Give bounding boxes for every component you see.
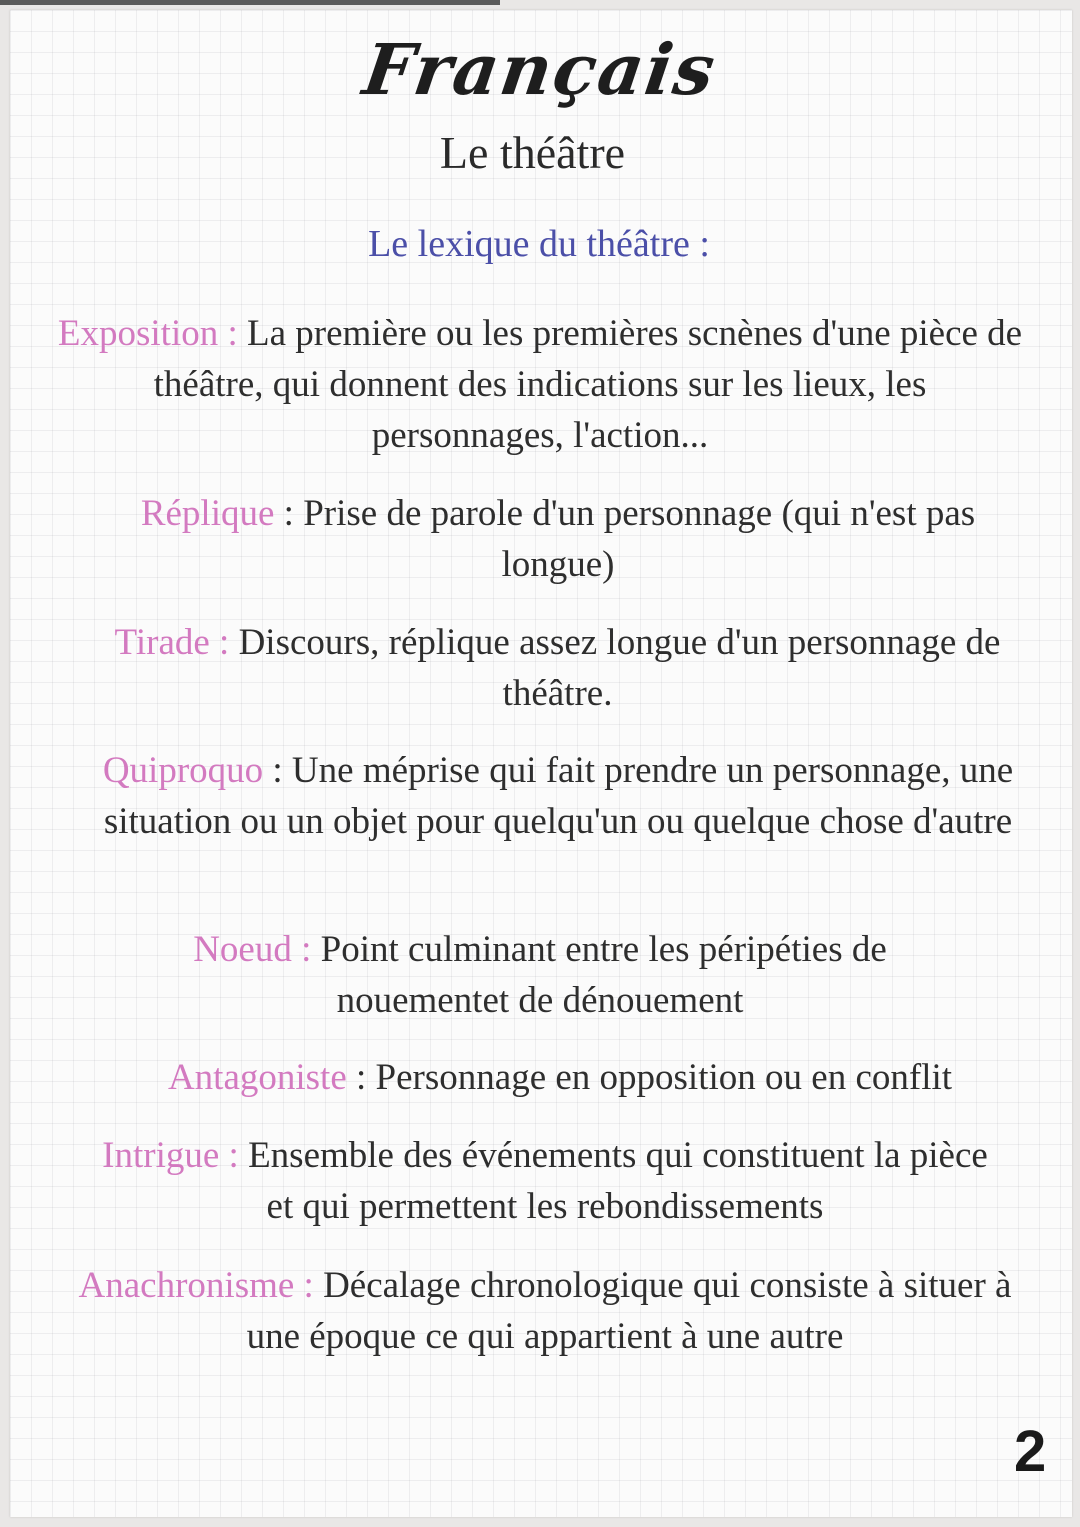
entry-quiproquo: Quiproquo : Une méprise qui fait prendre un personnage, une situation ou un objet pour quelqu'un ou quelque chose d'autre: [102, 750, 1014, 842]
term-label: Réplique: [140, 493, 275, 534]
term-definition: Décalage chronologique qui consiste à situer à une époque ce qui appartient à une autre: [246, 1265, 1012, 1357]
section-heading: Le lexique du théâtre :: [368, 223, 710, 265]
entry-exposition: [55, 308, 1025, 461]
entry-tirade: [85, 617, 1030, 719]
entry-antagoniste: Antagoniste : Personnage en opposition ou en conflit: [167, 1057, 953, 1098]
entry-anachronisme: [75, 1260, 1015, 1362]
term-label: Antagoniste: [167, 1057, 347, 1098]
term-label: Exposition :: [57, 313, 238, 354]
term-label: Noeud :: [193, 929, 312, 970]
term-definition: Discours, réplique assez longue d'un personnage de théâtre.: [238, 622, 1001, 714]
term-definition: Ensemble des événements qui constituent la pièce et qui permettent les rebondissements: [248, 1135, 988, 1227]
entry-replique: Réplique : Prise de parole d'un personnage (qui n'est pas longue): [140, 493, 976, 585]
term-definition: La première ou les premières scnènes d'une pièce de théâtre, qui donnent des indications sur les lieux, les personnages, l'action...: [153, 313, 1023, 456]
term-label: Quiproquo: [102, 750, 264, 791]
term-label: Intrigue :: [102, 1135, 239, 1176]
term-label: Tirade :: [114, 622, 230, 663]
top-edge-line: [0, 0, 500, 5]
entry-intrigue: [85, 1130, 1005, 1232]
chapter-title: Le théâtre: [439, 127, 626, 178]
page-number: 2: [1014, 1419, 1047, 1484]
term-definition: Point culminant entre les péripéties de nouementet de dénouement: [320, 929, 887, 1021]
subject-title: Français: [358, 28, 722, 111]
term-definition: Une méprise qui fait prendre un personnage, une situation ou un objet pour quelqu'un ou quelque chose d'autre: [103, 750, 1014, 842]
term-definition: Personnage en opposition ou en conflit: [375, 1057, 953, 1098]
term-label: Anachronisme :: [78, 1265, 314, 1306]
term-definition: Prise de parole d'un personnage (qui n'est pas longue): [303, 493, 976, 585]
entry-noeud: [140, 924, 940, 1026]
